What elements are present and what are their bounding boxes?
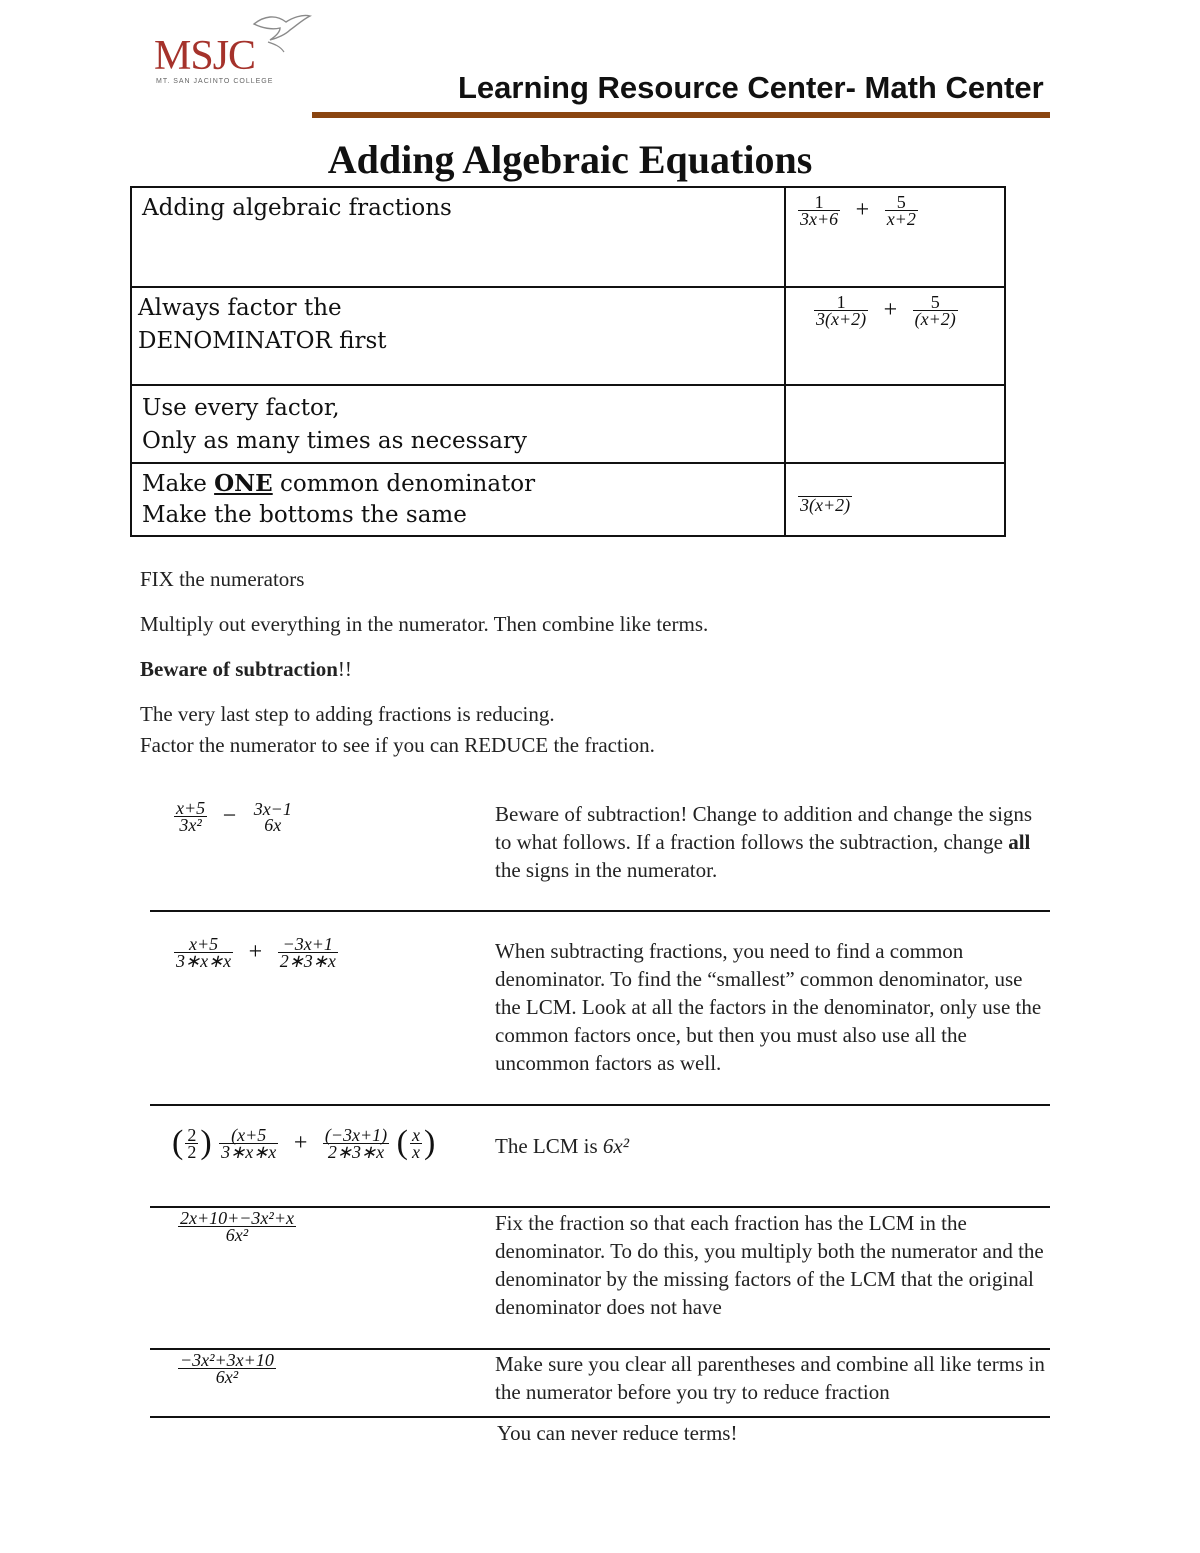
example-expression [176,1352,278,1385]
example-explanation: The LCM is 6x² [495,1134,630,1158]
example-expression: ( $\frac{2}{2}$ ) $\frac{(x+5}{3∗x∗x}$ + $\frac{(-3x+1)}{2∗3∗x}$ ( $\frac{x}{x}$ ) [172,1124,436,1162]
note-last-step: The very last step to adding fractions is reducing. [140,702,555,726]
example-explanation: Beware of subtraction! Change to addition and change the signs to what follows. If a fraction follows the subtraction, change all the signs in the numerator. [495,802,1033,882]
table-row [131,287,1005,385]
table-row [131,187,1005,287]
example-expression [172,800,296,833]
note-factor: Factor the numerator to see if you can REDUCE the fraction. [140,733,655,757]
logo-tagline: MT. SAN JACINTO COLLEGE [156,78,274,85]
step-description [131,463,785,536]
example-explanation: Fix the fraction so that each fraction has the LCM in the denominator. To do this, you multiply both the numerator and the denominator by the missing factors of the LCM that the original denominator does not have [495,1211,1044,1319]
header-rule [312,112,1050,118]
step-description [131,385,785,463]
steps-table [130,186,1006,537]
step-line: Use every factor, [142,395,340,421]
step-math-cell [785,287,1005,385]
step-description [131,287,785,385]
operator: + [883,297,898,324]
page-title: Adding Algebraic Equations [327,137,813,182]
fraction: $\frac{1}{3(x+2)}$ [816,292,867,330]
step-line: DENOMINATOR first [138,328,387,354]
step-expression [796,292,994,330]
emphasis: ONE [214,470,273,497]
example-expression [172,936,340,969]
step-math-cell [785,385,1005,463]
fraction: $\frac{\text{−3x²+3x+10}}{\text{6x²}}$ [180,1350,274,1387]
fraction: $\frac{x+5}{3∗x∗x}$ [176,934,232,971]
fraction: 3x−1 6x [253,798,292,835]
fraction: $\frac{\text{2x+10+−3x²+x}}{\text{6x²}}$ [180,1208,294,1245]
note-beware: Beware of subtraction!! [140,657,352,681]
operator: − [222,803,237,829]
divider [150,910,1050,912]
logo-text: MSJC [154,33,256,79]
fraction: $\frac{1}{3x+6}$ [800,192,839,230]
fraction: $\frac{x}{x}$ [411,1124,420,1162]
step-math-cell [785,463,1005,536]
fraction: $\frac{-3x+1}{2∗3∗x}$ [279,934,336,971]
step-line: Always factor the [138,295,342,321]
step-math-cell [785,187,1005,287]
example-expression [176,1210,298,1243]
table-row [131,463,1005,536]
note-multiply: Multiply out everything in the numerator. Then combine like terms. [140,612,709,636]
table-row [131,385,1005,463]
header-title: Learning Resource Center- Math Center [458,70,1044,105]
fraction: $\frac{(x+5}{3∗x∗x}$ [221,1124,277,1162]
step-line: Adding algebraic fractions [142,195,452,221]
fraction: $\frac{5}{x+2}$ [886,192,916,230]
example-explanation: When subtracting fractions, you need to find a common denominator. To find the “smallest” common denominator, use the LCM. Look at all the factors in the denominator, only use the common factors once, but then you must also use all the uncommon factors as well. [495,939,1042,1075]
step-expression [796,468,994,516]
operator: + [248,939,263,965]
fraction: $\frac{(-3x+1)}{2∗3∗x}$ [324,1124,388,1162]
operator: + [293,1129,308,1156]
divider [150,1104,1050,1106]
step-expression [796,192,994,230]
step-line: Make ONE common denominator [142,470,536,497]
eagle-icon [250,12,312,54]
fraction: $\frac{x+5}{\text{3x²}}$ [176,798,206,835]
fraction: 3(x+2) [798,482,852,513]
note-fix: FIX the numerators [140,567,305,591]
fraction: $\frac{5}{(x+2)}$ [914,292,956,330]
fraction: $\frac{2}{2}$ [187,1124,197,1162]
divider [150,1416,1050,1418]
footer-note: You can never reduce terms! [497,1421,738,1445]
step-line: Make the bottoms the same [142,502,467,528]
operator: + [855,197,870,224]
msjc-logo [150,12,320,92]
step-description [131,187,785,287]
example-explanation: Make sure you clear all parentheses and combine all like terms in the numerator before you try to reduce fraction [495,1352,1045,1404]
step-line: Only as many times as necessary [142,428,527,454]
